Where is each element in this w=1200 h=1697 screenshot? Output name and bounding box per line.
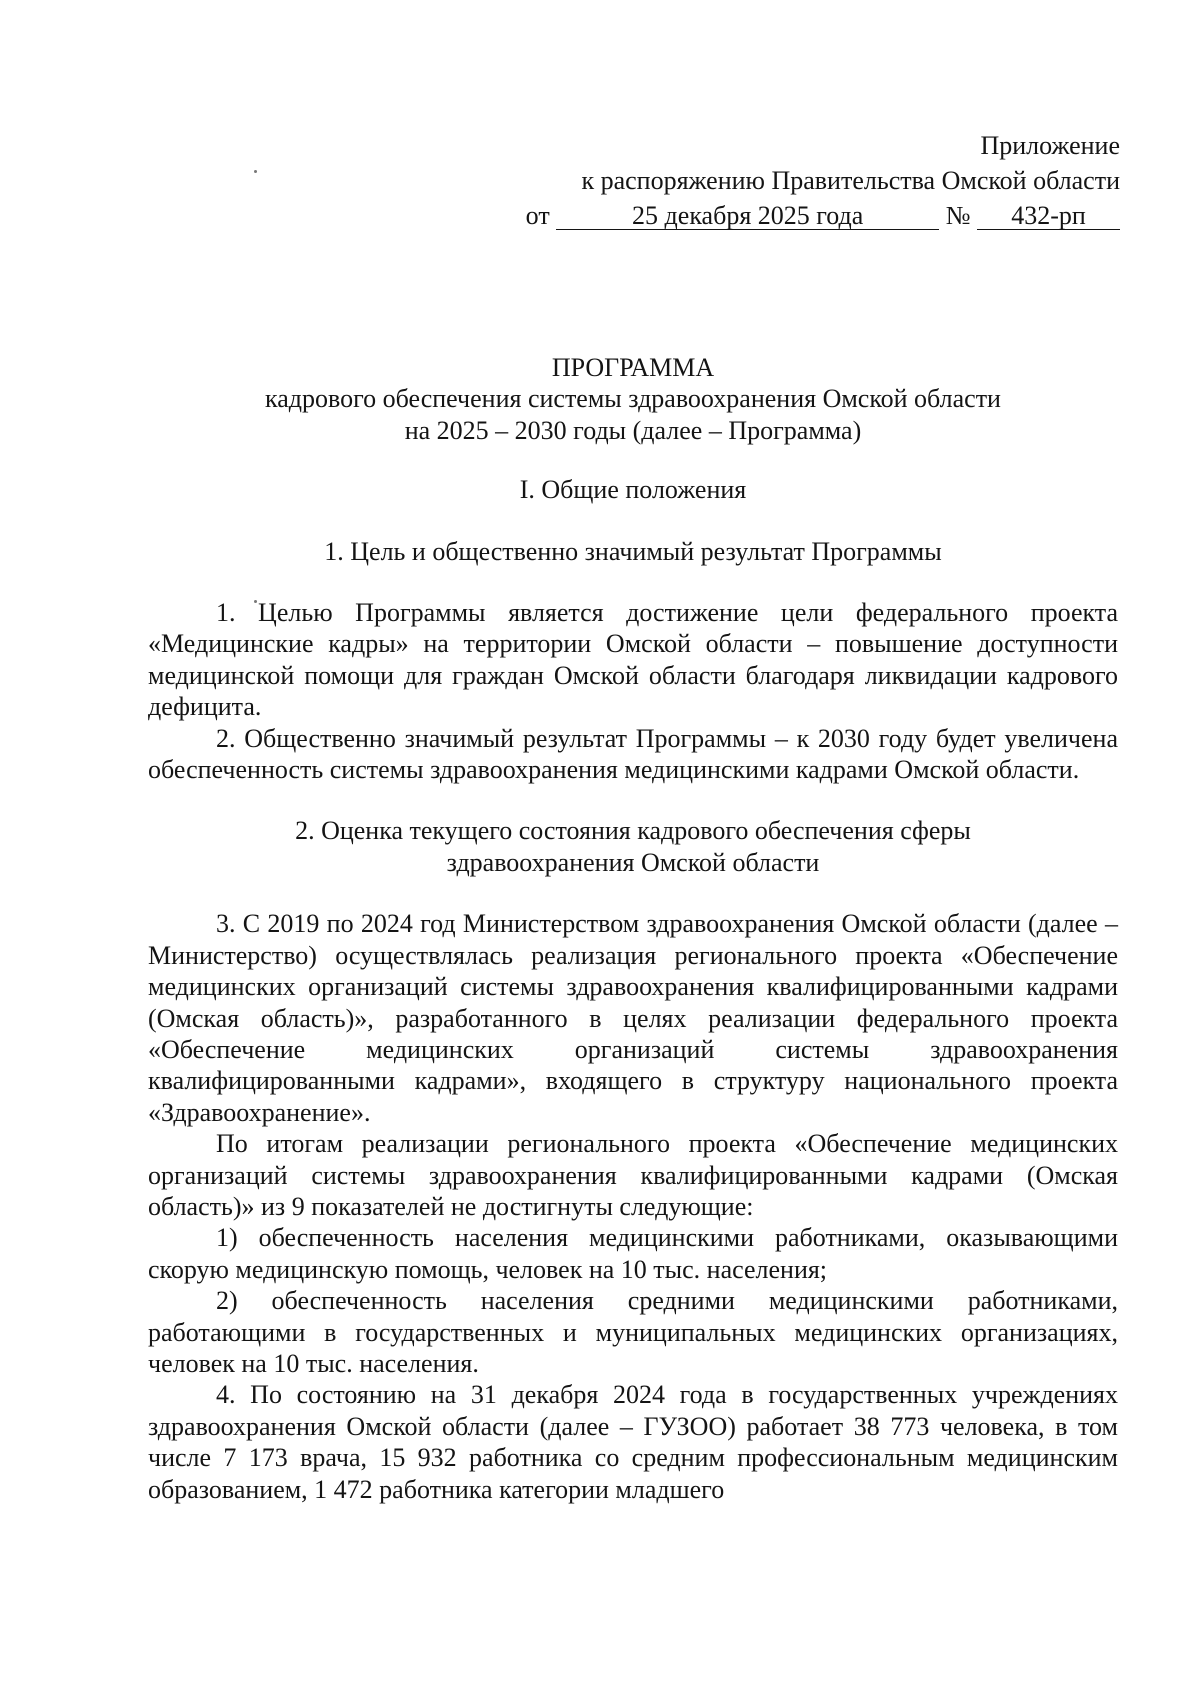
paragraph-regional-project: 3. С 2019 по 2024 год Министерством здравоохранения Омской области (далее – Министерство) осуществлялась реализация регионального проекта «Обеспечение медицинских организаций системы здравоохранения квалифицированными кадрами (Омская область)», разработанного в целях реализации федерального проекта «Обеспечение медицинских организаций системы здравоохранения квалифицированными кадрами», входящего в структуру национального проекта «Здравоохранение».	[148, 909, 1118, 1127]
list-item: 1) обеспеченность населения медицинскими работниками, оказывающими скорую медицинскую помощь, человек на 10 тыс. населения;	[148, 1223, 1118, 1284]
order-number: 432-рп	[977, 203, 1120, 230]
order-date: 25 декабря 2025 года	[556, 203, 939, 230]
section-heading: I. Общие положения	[519, 475, 747, 505]
subsection-heading-goal: 1. Цель и общественно значимый результат Программы	[324, 536, 942, 566]
order-details	[500, 198, 1120, 233]
appendix-header	[500, 128, 1120, 233]
title-period: на 2025 – 2030 годы (далее – Программа)	[404, 415, 862, 445]
paragraph-results-summary: По итогам реализации регионального проекта «Обеспечение медицинских организаций системы здравоохранения квалифицированными кадрами (Омская область)» из 9 показателей не достигнуты следующие:	[148, 1129, 1118, 1221]
assessment-heading-line2: здравоохранения Омской области	[446, 847, 820, 877]
paragraph-result: 2. Общественно значимый результат Программы – к 2030 году будет увеличена обеспеченность системы здравоохранения медицинскими кадрами Омской области.	[148, 723, 1118, 785]
paragraph-goal: 1. Целью Программы является достижение цели федерального проекта «Медицинские кадры» на территории Омской области – повышение доступности медицинской помощи для граждан Омской области благодаря ликвидации кадрового дефицита.	[148, 598, 1118, 722]
appendix-label: Приложение	[980, 131, 1120, 160]
scan-speck	[254, 170, 257, 173]
subsection-heading-assessment	[148, 815, 1118, 878]
paragraph-staffing: 4. По состоянию на 31 декабря 2024 года в государственных учреждениях здравоохранения Омской области (далее – ГУЗОО) работает 38 773 человека, в том числе 7 173 врача, 15 932 работника со средним профессиональным медицинским образованием, 1 472 работника категории младшего	[148, 1380, 1118, 1504]
document-body	[148, 352, 1118, 1505]
list-item: 2) обеспеченность населения средними медицинскими работниками, работающими в государственных и муниципальных медицинских организациях, человек на 10 тыс. населения.	[148, 1286, 1118, 1378]
assessment-heading-line1: 2. Оценка текущего состояния кадрового обеспечения сферы	[295, 816, 971, 846]
program-title	[148, 352, 1118, 446]
title-subtitle: кадрового обеспечения системы здравоохранения Омской области	[265, 384, 1001, 414]
number-sign: №	[945, 201, 971, 230]
appendix-reference: к распоряжению Правительства Омской области	[581, 166, 1120, 195]
from-label: от	[525, 201, 550, 230]
title-main: ПРОГРАММА	[551, 353, 715, 382]
